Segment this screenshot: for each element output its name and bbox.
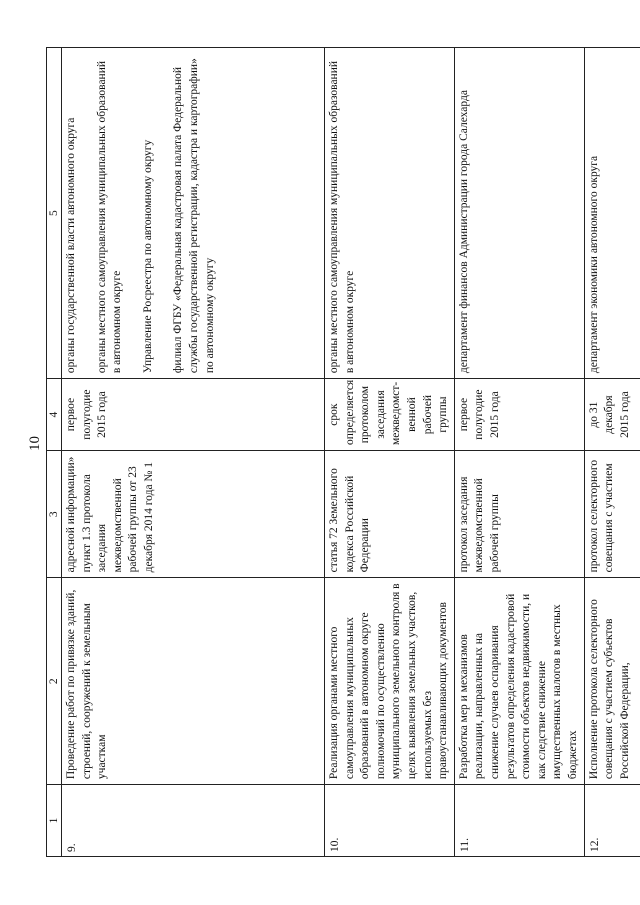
row-action: Реализация органами местного самоуправления муниципальных образований в автономном округе полномочий по осуществлению муниципального земельного контроля в целях выявления земельных участков, используемых без правоустанавливающих документов xyxy=(325,578,455,785)
row-action: Проведение работ по привязке зданий, строений, сооружений к земельным участкам xyxy=(62,578,325,785)
column-header: 2 xyxy=(47,578,62,785)
row-basis-continuation: адресной информации» xyxy=(65,456,77,573)
column-header: 4 xyxy=(47,379,62,451)
row-term: первое полугодие 2015 года xyxy=(62,379,325,451)
executor: органы местного самоуправления муниципальных образований в автономном округе xyxy=(328,60,356,374)
executor: органы местного самоуправления муниципальных образований в автономном округе xyxy=(95,60,124,374)
row-executors xyxy=(454,48,584,379)
row-executors xyxy=(584,48,640,379)
executor: департамент экономики автономного округа xyxy=(587,155,600,374)
row-term: срок определяется протоколом заседания межведомст-венной рабочей группы xyxy=(325,379,455,451)
row-basis: протокол заседания межведомственной рабочей группы xyxy=(454,451,584,578)
table-row xyxy=(454,48,584,857)
column-header: 1 xyxy=(47,785,62,857)
table-row xyxy=(62,48,325,857)
table-row xyxy=(325,48,455,857)
column-header: 5 xyxy=(47,48,62,379)
row-basis: статья 72 Земельного кодекса Российской Федерации xyxy=(325,451,455,578)
column-header-row xyxy=(47,48,62,857)
row-basis: протокол селекторного совещания с участием xyxy=(584,451,640,578)
row-action: Разработка мер и механизмов реализации, направленных на снижение случаев оспаривания результатов определения кадастровой стоимости объектов недвижимости, и как следствие снижение имущественных налогов в местных бюджетах xyxy=(454,578,584,785)
column-header: 3 xyxy=(47,451,62,578)
executor: департамент финансов Администрации города Салехарда xyxy=(457,90,470,374)
rotated-page xyxy=(46,47,631,857)
row-number: 12. xyxy=(584,785,640,857)
row-number: 10. xyxy=(325,785,455,857)
row-executors xyxy=(325,48,455,379)
row-number: 9. xyxy=(62,785,325,857)
row-basis-text: пункт 1.3 протокола заседания межведомственной рабочей группы от 23 декабря 2014 года № 1 xyxy=(80,461,155,573)
table-row xyxy=(584,48,640,857)
row-basis xyxy=(62,451,325,578)
measures-table xyxy=(46,47,640,857)
row-action: Исполнение протокола селекторного совещания с участием субъектов Российской Федерации, xyxy=(584,578,640,785)
row-executors xyxy=(62,48,325,379)
executor: органы государственной власти автономного округа xyxy=(65,117,77,374)
executor: филиал ФГБУ «Федеральная кадастровая палата Федеральной службы государственной регистрации, кадастра и картографии» по автономному округу xyxy=(172,58,216,374)
row-term: до 31 декабря 2015 года xyxy=(584,379,640,451)
row-term: первое полугодие 2015 года xyxy=(454,379,584,451)
page-number: 10 xyxy=(27,436,43,451)
row-number: 11. xyxy=(454,785,584,857)
executor: Управление Росреестра по автономному округу xyxy=(141,139,154,374)
